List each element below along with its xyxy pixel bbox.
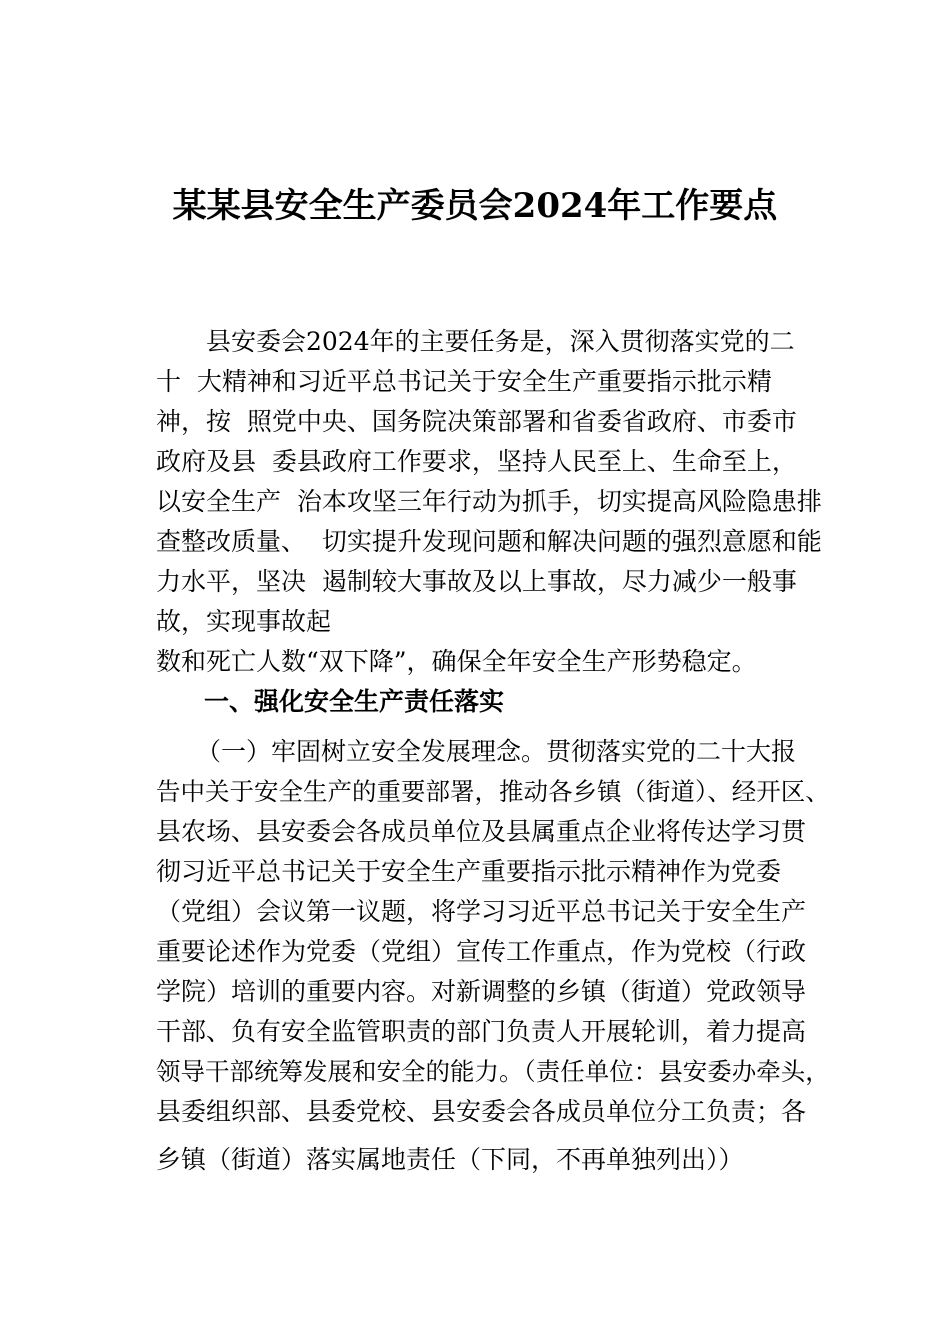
intro-line: 政府及县 委县政府工作要求，坚持人民至上、生命至上， [156,447,797,476]
section-line: 重要论述作为党委（党组）宣传工作重点，作为党校（行政 [156,937,807,966]
section-line: 干部、负有安全监管职责的部门负责人开展轮训，着力提高 [156,1017,807,1046]
intro-line: 故，实现事故起 [156,607,332,636]
intro-line: 力水平，坚决 遏制较大事故及以上事故，尽力减少一般事 [156,567,797,596]
section-line: 县农场、县安委会各成员单位及县属重点企业将传达学习贯 [156,817,807,846]
section-line: 学院）培训的重要内容。对新调整的乡镇（街道）党政领导 [156,977,807,1006]
intro-line: 查整改质量、 切实提升发现问题和解决问题的强烈意愿和能 [156,527,822,556]
intro-line: 神，按 照党中央、国务院决策部署和省委省政府、市委市 [156,407,797,436]
section-line: 领导干部统筹发展和安全的能力。（责任单位：县安委办牵头， [156,1057,830,1086]
intro-line: 十 大精神和习近平总书记关于安全生产重要指示批示精 [156,367,772,396]
intro-line: 县安委会2024年的主要任务是，深入贯彻落实党的二 [206,327,795,356]
intro-line: 数和死亡人数“双下降”，确保全年安全生产形势稳定。 [156,647,757,676]
section-line: （一）牢固树立安全发展理念。贯彻落实党的二十大报 [196,737,797,766]
section-line: 告中关于安全生产的重要部署，推动各乡镇（街道）、经开区、 [156,777,830,806]
document-title: 某某县安全生产委员会2024年工作要点 [172,186,778,226]
section-line: 乡镇（街道）落实属地责任（下同，不再单独列出）） [156,1145,744,1174]
section-line: 彻习近平总书记关于安全生产重要指示批示精神作为党委 [156,857,782,886]
section-heading: 一、强化安全生产责任落实 [204,687,505,716]
section-line: （党组）会议第一议题，将学习习近平总书记关于安全生产 [156,897,807,926]
section-line: 县委组织部、县委党校、县安委会各成员单位分工负责；各 [156,1097,807,1126]
intro-line: 以安全生产 治本攻坚三年行动为抓手，切实提高风险隐患排 [156,487,822,516]
